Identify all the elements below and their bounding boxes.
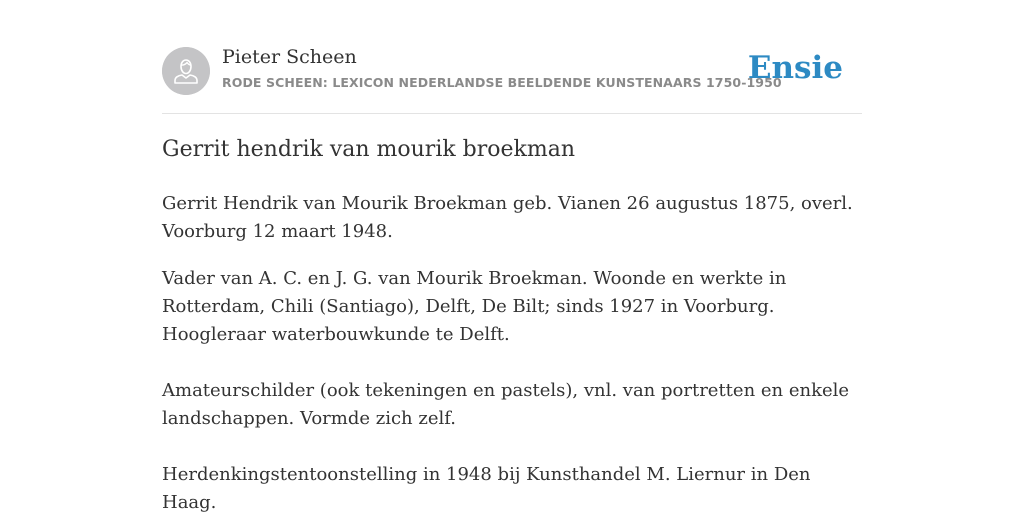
user-avatar-icon[interactable] [162,47,210,95]
source-title[interactable]: RODE SCHEEN: LEXICON NEDERLANDSE BEELDENDE KUNSTENAARS 1750-1950 [222,75,782,90]
article-paragraph-3: Amateurschilder (ook tekeningen en pastels), vnl. van portretten en enkele landschappen. Vormde zich zelf. [162,380,850,429]
article-header [162,45,862,97]
author-name[interactable]: Pieter Scheen [222,46,357,68]
article-paragraph-4: Herdenkingstentoonstelling in 1948 bij Kunsthandel M. Liernur in Den Haag. [162,464,811,512]
article-paragraph-2: Vader van A. C. en J. G. van Mourik Broekman. Woonde en werkte in Rotterdam, Chili (Santiago), Delft, De Bilt; sinds 1927 in Voorburg. Hoogleraar waterbouwkunde te Delft. [162,268,787,345]
article-paragraph-1: Gerrit Hendrik van Mourik Broekman geb. Vianen 26 augustus 1875, overl. Voorburg 12 maart 1948. [162,193,853,242]
header-divider [162,113,862,114]
article-title: Gerrit hendrik van mourik broekman [162,137,576,162]
ensie-logo[interactable]: Ensie [747,50,843,86]
